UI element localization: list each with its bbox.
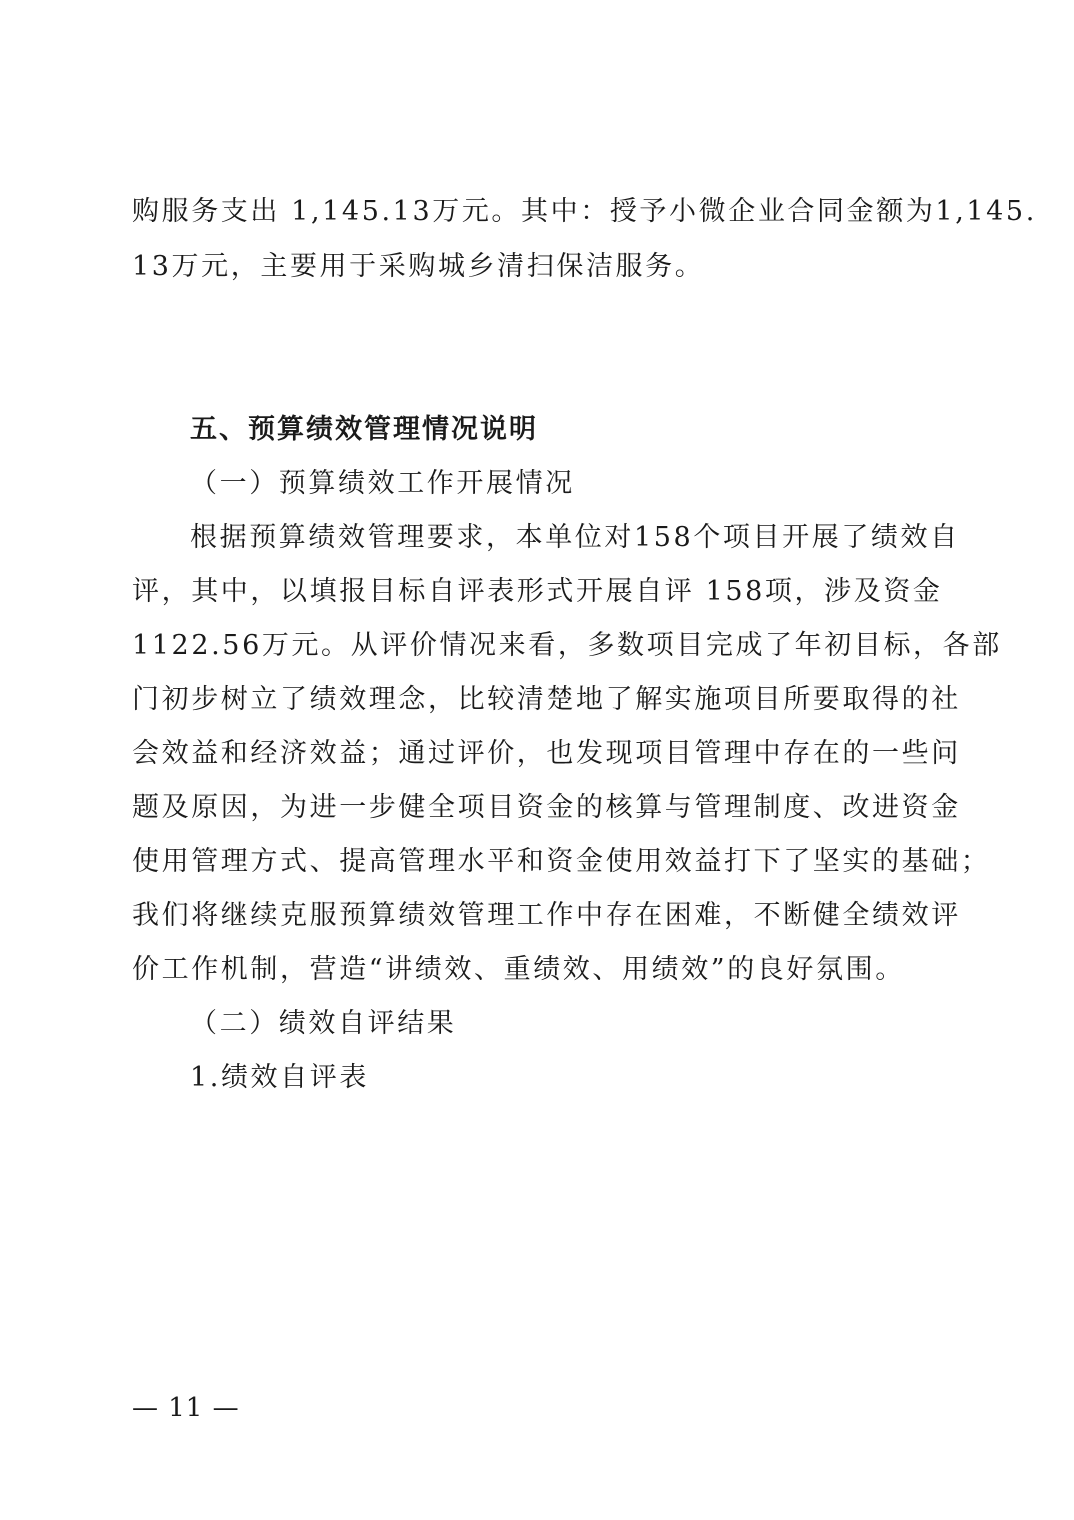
page-number: — 11 — <box>132 1393 240 1423</box>
paragraph-line: 会效益和经济效益；通过评价，也发现项目管理中存在的一些问 <box>132 738 961 769</box>
paragraph-line: 根据预算绩效管理要求，本单位对158个项目开展了绩效自 <box>190 522 960 553</box>
paragraph-line: 使用管理方式、提高管理水平和资金使用效益打下了坚实的基础； <box>132 846 991 877</box>
list-item: 1.绩效自评表 <box>190 1062 369 1093</box>
paragraph-line: 1122.56万元。从评价情况来看，多数项目完成了年初目标，各部 <box>132 630 1002 661</box>
subsection-heading: （一）预算绩效工作开展情况 <box>190 468 575 499</box>
paragraph-line: 价工作机制，营造“讲绩效、重绩效、用绩效”的良好氛围。 <box>132 954 905 985</box>
paragraph-line: 门初步树立了绩效理念，比较清楚地了解实施项目所要取得的社 <box>132 684 961 715</box>
section-heading: 五、预算绩效管理情况说明 <box>190 414 538 445</box>
paragraph-line: 购服务支出 1,145.13万元。其中：授予小微企业合同金额为1,145. <box>132 196 1037 227</box>
paragraph-line: 13万元，主要用于采购城乡清扫保洁服务。 <box>132 251 705 282</box>
paragraph-line: 题及原因，为进一步健全项目资金的核算与管理制度、改进资金 <box>132 792 961 823</box>
subsection-heading: （二）绩效自评结果 <box>190 1008 457 1039</box>
paragraph-line: 评，其中，以填报目标自评表形式开展自评 158项，涉及资金 <box>132 576 943 607</box>
paragraph-line: 我们将继续克服预算绩效管理工作中存在困难，不断健全绩效评 <box>132 900 961 931</box>
